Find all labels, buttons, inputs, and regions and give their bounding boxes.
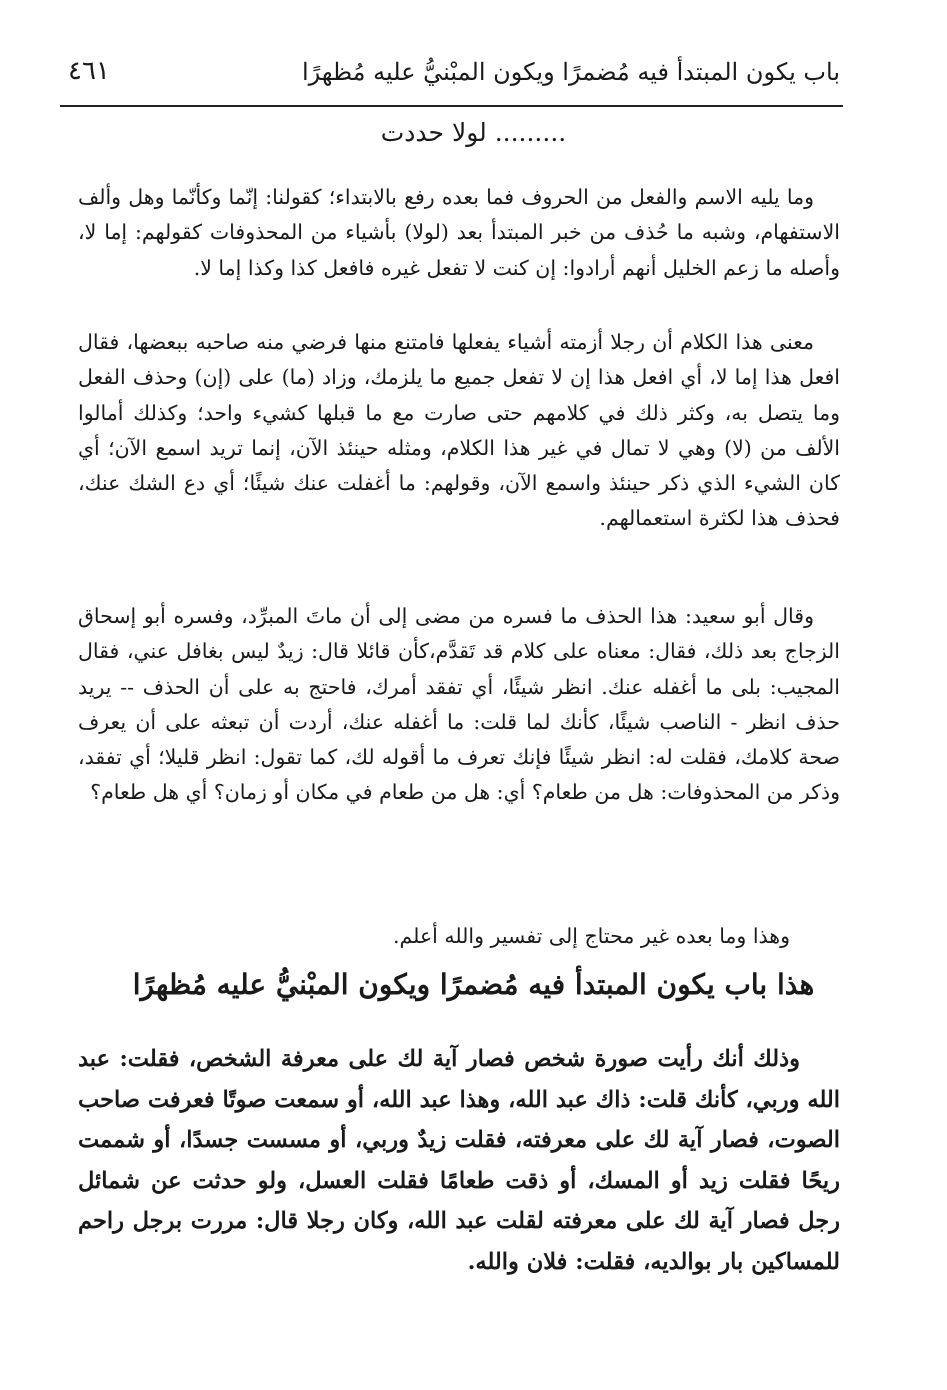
paragraph-2: معنى هذا الكلام أن رجلا أزمته أشياء يفعلها فامتنع منها فرضي منه صاحبه ببعضها، فقال افعل هذا إما لا، أي افعل هذا إن لا تفعل جميع ما يلزمك، وزاد (ما) على (إن) وحذف الفعل وما يتصل به، وكثر ذلك في كلامهم حتى صارت مع ما قبلها كشيء واحد؛ وكذلك أمالوا الألف من (لا) وهي لا تمال في غير هذا الكلام، ومثله حينئذ الآن، إنما تريد اسمع الآن؛ أي كان الشيء الذي ذكر حينئذ واسمع الآن، وقولهم: ما أغفلت عنك شيئًا؛ أي دع الشك عنك، فحذف هذا لكثرة استعمالهم. xyxy=(78,330,840,531)
paragraph-1: وما يليه الاسم والفعل من الحروف فما بعده رفع بالابتداء؛ كقولنا: إنّما وكأنّما وهل وألف الاستفهام، وشبه ما حُذف من خبر المبتدأ بعد (لولا) بأشياء من المحذوفات كقولهم: إما لا، وأصله ما زعم الخليل أنهم أرادوا: إن كنت لا تفعل غيره فافعل كذا وكذا إما لا. xyxy=(78,185,840,280)
page-number: ٤٦١ xyxy=(68,56,110,86)
paragraph-4: وهذا وما بعده غير محتاج إلى تفسير والله أعلم. xyxy=(393,924,790,948)
chapter-text: وذلك أنك رأيت صورة شخص فصار آية لك على معرفة الشخص، فقلت: عبد الله وربي، كأنك قلت: ذاك عبد الله، وهذا عبد الله، أو سمعت صوتًا فعرفت صاحب الصوت، فصار آية لك على معرفته، فقلت زيدٌ وربي، أو مسست جسدًا، أو شممت ريحًا فقلت زيد أو المسك، أو ذقت طعامًا فقلت العسل، ولو حدثت عن شمائل رجل فصار آية لك على معرفته لقلت عبد الله، وكان رجلا قال: مررت برجل راحم للمساكين بار بوالديه، فقلت: فلان والله. xyxy=(78,1046,840,1275)
paragraph-3: وقال أبو سعيد: هذا الحذف ما فسره من مضى إلى أن ماتَ المبرِّد، وفسره أبو إسحاق الزجاج بعد ذلك، فقال: معناه على كلام قد تَقدَّم،كأن قائلا قال: زيدٌ ليس بغافل عني، فقال المجيب: بلى ما أغفله عنك. انظر شيئًا، أي تفقد أمرك، فاحتج به على أن الحذف -- يريد حذف انظر - الناصب شيئًا، كأنك لما قلت: ما أغفله عنك، أردت أن تبعثه على أن يعرف صحة كلامك، فقلت له: انظر شيئًا فإنك تعرف ما أقوله لك، كما تقول: انظر قليلا؛ أي تفقد، وذكر من المحذوفات: هل من طعام؟ أي: هل من طعام في مكان أو زمان؟ أي هل طعام؟ xyxy=(78,604,840,805)
chapter-heading: هذا باب يكون المبتدأ فيه مُضمرًا ويكون المبْنيُّ عليه مُظهرًا xyxy=(132,968,815,1001)
verse-line: ......... لولا حددت xyxy=(380,118,567,147)
header-divider xyxy=(60,105,843,107)
running-title: باب يكون المبتدأ فيه مُضمرًا ويكون المبْنيُّ عليه مُظهرًا xyxy=(302,58,840,86)
page-header xyxy=(60,52,840,98)
